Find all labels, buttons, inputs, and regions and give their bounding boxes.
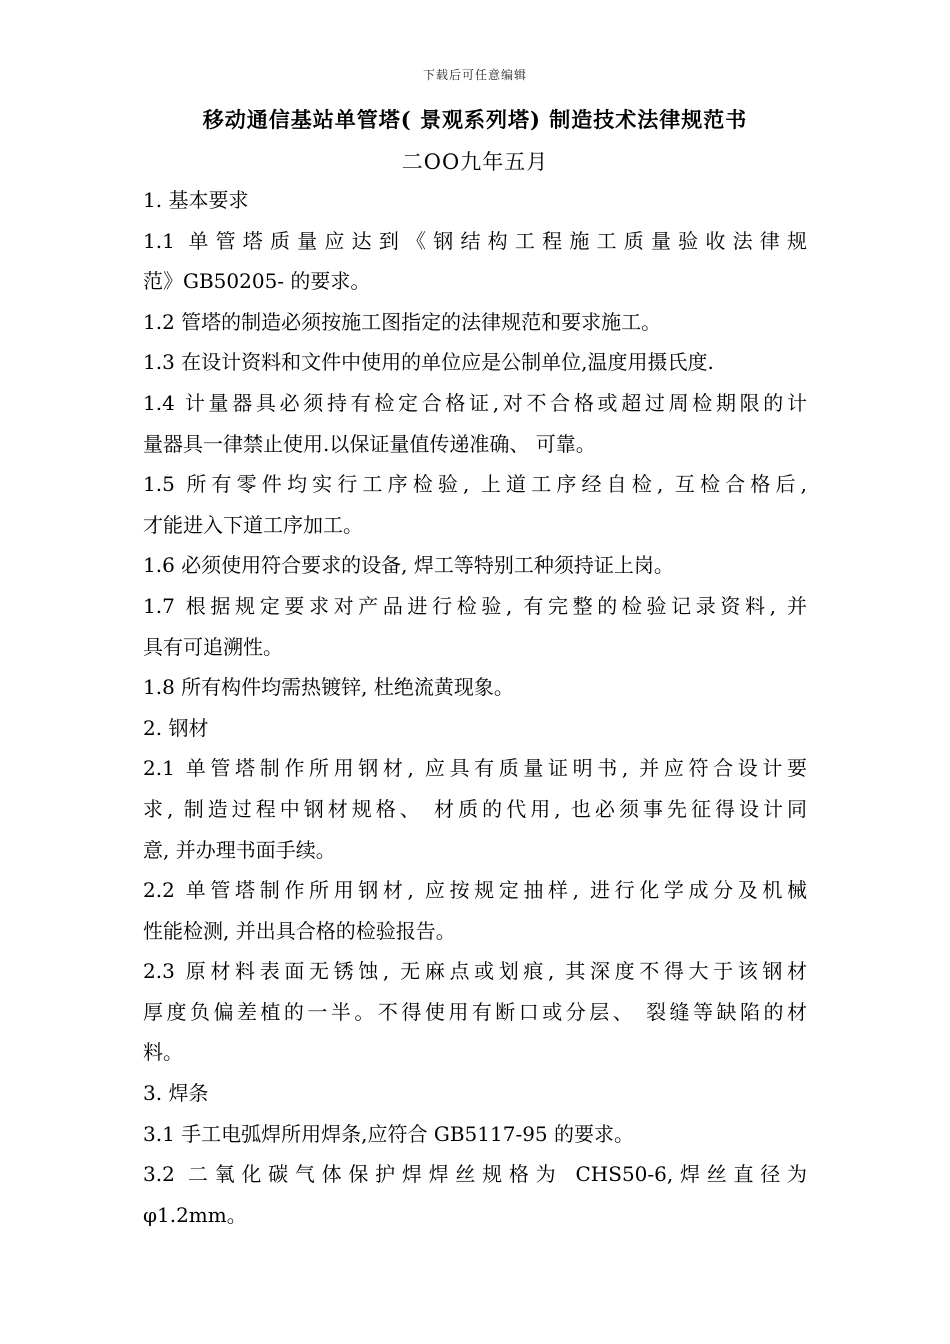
text-line: 才能进入下道工序加工。	[143, 512, 363, 537]
text-line: 性能检测, 并出具合格的检验报告。	[143, 918, 456, 943]
text-line: 求, 制造过程中钢材规格、 材质的代用, 也必须事先征得设计同	[143, 796, 807, 821]
text-line: 1.3 在设计资料和文件中使用的单位应是公制单位,温度用摄氏度.	[143, 350, 714, 375]
text-line: 1.4 计量器具必须持有检定合格证,对不合格或超过周检期限的计	[143, 390, 807, 415]
document-date: 二OO九年五月	[401, 150, 549, 174]
text-line: 料。	[143, 1040, 183, 1065]
text-line: 3.1 手工电弧焊所用焊条,应符合 GB5117-95 的要求。	[143, 1121, 635, 1146]
text-line: 范》GB50205- 的要求。	[143, 269, 371, 294]
text-line: 3.2 二氧化碳气体保护焊焊丝规格为 CHS50-6,焊丝直径为	[143, 1162, 807, 1187]
text-line: 1.5 所有零件均实行工序检验, 上道工序经自检, 互检合格后,	[143, 472, 807, 497]
text-line: 1. 基本要求	[143, 188, 249, 212]
text-line: 1.1 单管塔质量应达到《钢结构工程施工质量验收法律规	[143, 228, 807, 253]
text-line: 具有可追溯性。	[143, 634, 283, 659]
document-body	[143, 180, 807, 1235]
text-line: 1.2 管塔的制造必须按施工图指定的法律规范和要求施工。	[143, 309, 662, 334]
text-line: 3. 焊条	[143, 1081, 209, 1106]
text-line: 2. 钢材	[143, 715, 209, 740]
text-line: 1.7 根据规定要求对产品进行检验, 有完整的检验记录资料, 并	[143, 593, 807, 618]
text-line: 厚度负偏差植的一半。不得使用有断口或分层、 裂缝等缺陷的材	[143, 999, 807, 1024]
text-line: 2.3 原材料表面无锈蚀, 无麻点或划痕, 其深度不得大于该钢材	[143, 959, 807, 984]
text-line: φ1.2mm。	[143, 1202, 247, 1227]
text-line: 2.2 单管塔制作所用钢材, 应按规定抽样, 进行化学成分及机械	[143, 878, 807, 903]
text-line: 1.8 所有构件均需热镀锌, 杜绝流黄现象。	[143, 675, 514, 700]
text-line: 意, 并办理书面手续。	[143, 837, 336, 862]
document-title: 移动通信基站单管塔( 景观系列塔) 制造技术法律规范书	[202, 107, 748, 132]
text-line: 1.6 必须使用符合要求的设备, 焊工等特别工种须持证上岗。	[143, 553, 674, 578]
text-line: 2.1 单管塔制作所用钢材, 应具有质量证明书, 并应符合设计要	[143, 756, 807, 781]
header-note: 下载后可任意编辑	[422, 68, 527, 82]
text-line: 量器具一律禁止使用.以保证量值传递准确、 可靠。	[143, 431, 596, 456]
